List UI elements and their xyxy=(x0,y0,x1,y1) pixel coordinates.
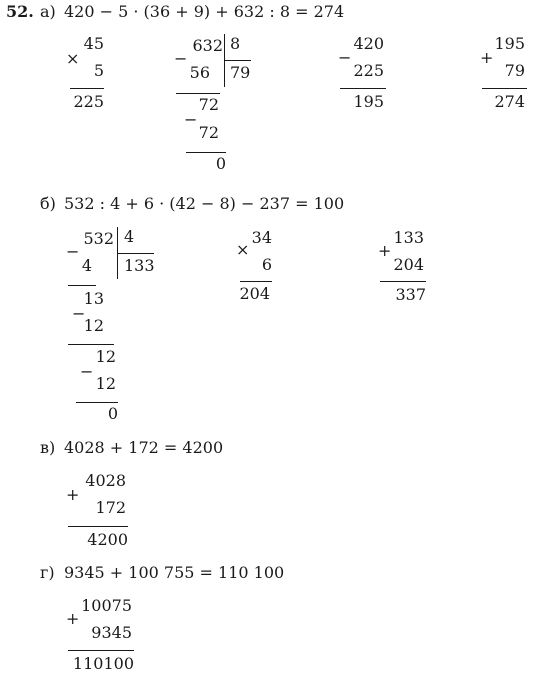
part-b-expression: 532 : 4 + 6 · (42 − 8) − 237 = 100 xyxy=(64,194,345,213)
step-line-2 xyxy=(186,152,226,153)
minus-sign: − xyxy=(66,242,80,261)
result-line xyxy=(482,88,527,89)
result-line xyxy=(70,88,104,89)
product: 225 xyxy=(73,92,104,111)
step-subtrahend-2: 12 xyxy=(83,316,104,335)
part-d-label: г) xyxy=(40,563,55,582)
step-remainder-1: 72 xyxy=(198,95,219,114)
sum: 274 xyxy=(494,92,525,111)
part-c-label: в) xyxy=(40,438,56,457)
plus-sign: + xyxy=(66,485,80,504)
times-sign: × xyxy=(236,240,250,259)
subtrahend: 225 xyxy=(353,61,384,80)
result-line xyxy=(380,281,426,282)
plus-sign: + xyxy=(66,609,80,628)
addend-bottom: 204 xyxy=(393,255,424,274)
step-remainder-2: 12 xyxy=(95,347,116,366)
minus-sign: − xyxy=(80,362,94,381)
step-line-3 xyxy=(76,402,118,403)
difference: 195 xyxy=(353,92,384,111)
step-subtrahend-1: 4 xyxy=(81,256,92,275)
part-b-label: б) xyxy=(40,194,56,213)
step-remainder-1: 13 xyxy=(83,289,104,308)
problem-number: 52. xyxy=(6,2,34,21)
times-sign: × xyxy=(66,49,80,68)
result-line xyxy=(340,88,386,89)
factor-top: 34 xyxy=(251,228,272,247)
dividend: 632 xyxy=(192,36,223,55)
final-remainder: 0 xyxy=(107,404,118,423)
addend-top: 10075 xyxy=(81,596,132,615)
part-a-label: а) xyxy=(40,2,56,21)
minus-sign: − xyxy=(174,49,188,68)
factor-bottom: 5 xyxy=(93,61,104,80)
part-c-expression: 4028 + 172 = 4200 xyxy=(64,438,224,457)
quotient-line xyxy=(225,60,251,61)
minus-sign: − xyxy=(184,110,198,129)
sum: 337 xyxy=(395,285,426,304)
dividend: 532 xyxy=(83,229,114,248)
sum: 110100 xyxy=(72,654,134,673)
minus-sign: − xyxy=(72,304,86,323)
minus-sign: − xyxy=(338,48,352,67)
step-subtrahend-1: 56 xyxy=(189,63,210,82)
divisor: 4 xyxy=(124,227,135,246)
result-line xyxy=(240,281,272,282)
step-line-1 xyxy=(68,285,96,286)
factor-top: 45 xyxy=(83,34,104,53)
plus-sign: + xyxy=(480,48,494,67)
factor-bottom: 6 xyxy=(261,255,272,274)
part-a-expression: 420 − 5 · (36 + 9) + 632 : 8 = 274 xyxy=(64,2,345,21)
quotient-line xyxy=(118,253,154,254)
step-subtrahend-2: 72 xyxy=(198,123,219,142)
addend-top: 133 xyxy=(393,228,424,247)
result-line xyxy=(68,526,128,527)
addend-bottom: 9345 xyxy=(91,623,132,642)
step-line-2 xyxy=(68,344,114,345)
addend-top: 4028 xyxy=(85,471,126,490)
sum: 4200 xyxy=(87,530,128,549)
quotient: 79 xyxy=(230,63,251,82)
quotient: 133 xyxy=(124,256,155,275)
final-remainder: 0 xyxy=(215,154,226,173)
result-line xyxy=(68,650,134,651)
addend-bottom: 79 xyxy=(504,61,525,80)
minuend: 420 xyxy=(353,34,384,53)
product: 204 xyxy=(239,284,270,303)
plus-sign: + xyxy=(378,241,392,260)
step-subtrahend-3: 12 xyxy=(95,374,116,393)
addend-bottom: 172 xyxy=(95,498,126,517)
step-line-1 xyxy=(176,93,220,94)
divisor: 8 xyxy=(230,34,241,53)
part-d-expression: 9345 + 100 755 = 110 100 xyxy=(64,563,285,582)
addend-top: 195 xyxy=(494,34,525,53)
